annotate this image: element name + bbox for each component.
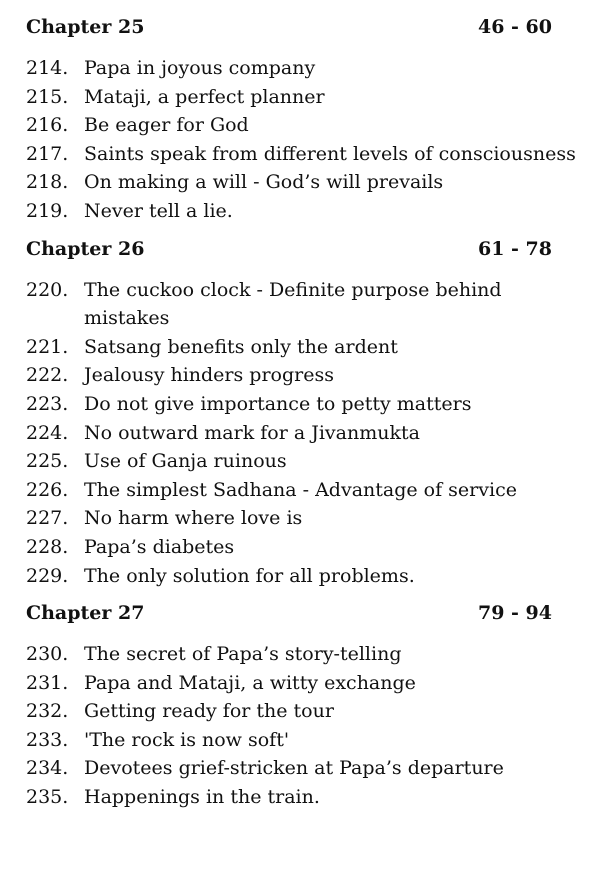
chapter-title: Chapter 25 [26,16,145,38]
list-item [26,476,586,505]
list-item [26,640,586,669]
chapter-section [26,600,586,812]
entry-number: 223. [26,392,69,415]
list-item [26,447,586,476]
entry-title: Satsang benefits only the ardent [84,335,398,358]
entry-number: 230. [26,643,69,666]
entry-title: Be eager for God [84,114,249,137]
chapter-page-range: 61 - 78 [478,237,552,260]
list-item [26,361,586,390]
entry-title: Jealousy hinders progress [84,364,334,387]
chapter-section [26,14,586,226]
entry-number: 235. [26,786,69,809]
entry-title: Do not give importance to petty matters [84,392,472,415]
entry-title: Papa’s diabetes [84,535,235,558]
list-item [26,168,586,197]
chapter-entry-list [26,276,586,591]
entry-number: 233. [26,728,69,751]
entry-number: 226. [26,478,69,501]
entry-title: Devotees grief-stricken at Papa’s departure [84,757,504,780]
list-item [26,333,586,362]
entry-title: Papa and Mataji, a witty exchange [84,671,416,694]
entry-title: The only solution for all problems. [84,564,415,587]
entry-number: 219. [26,199,69,222]
chapter-section [26,236,586,591]
entry-title: Getting ready for the tour [84,700,334,723]
list-item [26,419,586,448]
entry-number: 214. [26,57,69,79]
entry-title: Never tell a lie. [84,199,233,222]
entry-number: 216. [26,114,69,137]
entry-title: No harm where love is [84,507,303,530]
entry-title: Mataji, a perfect planner [84,85,325,108]
list-item [26,140,586,169]
entry-number: 221. [26,335,69,358]
list-item [26,390,586,419]
entry-title: On making a will - God’s will prevails [84,171,444,194]
entry-title: Saints speak from different levels of consciousness [84,142,576,165]
entry-number: 227. [26,507,69,530]
entry-number: 232. [26,700,69,723]
list-item [26,697,586,726]
list-item [26,197,586,226]
entry-number: 218. [26,171,69,194]
chapter-heading [26,600,552,626]
entry-title: 'The rock is now soft' [84,728,290,751]
chapter-page-range: 46 - 60 [478,16,552,38]
entry-number: 224. [26,421,69,444]
entry-number: 215. [26,85,69,108]
entry-number: 222. [26,364,69,387]
entry-number: 234. [26,757,69,780]
list-item [26,669,586,698]
chapter-title: Chapter 27 [26,602,145,625]
entry-number: 225. [26,450,69,473]
entry-title: Use of Ganja ruinous [84,450,287,473]
list-item [26,533,586,562]
chapter-title: Chapter 26 [26,237,145,260]
list-item [26,562,586,591]
entry-number: 220. [26,278,69,301]
list-item [26,783,586,812]
list-item [26,83,586,112]
list-item [26,54,586,83]
list-item [26,111,586,140]
chapter-entry-list [26,640,586,812]
list-item [26,726,586,755]
entry-title: No outward mark for a Jivanmukta [84,421,420,444]
list-item [26,504,586,533]
entry-title: Papa in joyous company [84,57,316,79]
entry-number: 231. [26,671,69,694]
entry-title: Happenings in the train. [84,786,320,809]
entry-title: The cuckoo clock - Definite purpose behind mistakes [84,278,502,330]
entry-number: 217. [26,142,69,165]
chapter-page-range: 79 - 94 [478,602,552,625]
chapter-heading [26,236,552,262]
chapter-entry-list [26,54,586,226]
entry-title: The simplest Sadhana - Advantage of service [84,478,517,501]
chapter-heading [26,14,552,40]
entry-number: 229. [26,564,69,587]
list-item [26,276,586,333]
entry-title: The secret of Papa’s story-telling [84,643,402,666]
list-item [26,754,586,783]
table-of-contents [26,14,586,822]
entry-number: 228. [26,535,69,558]
